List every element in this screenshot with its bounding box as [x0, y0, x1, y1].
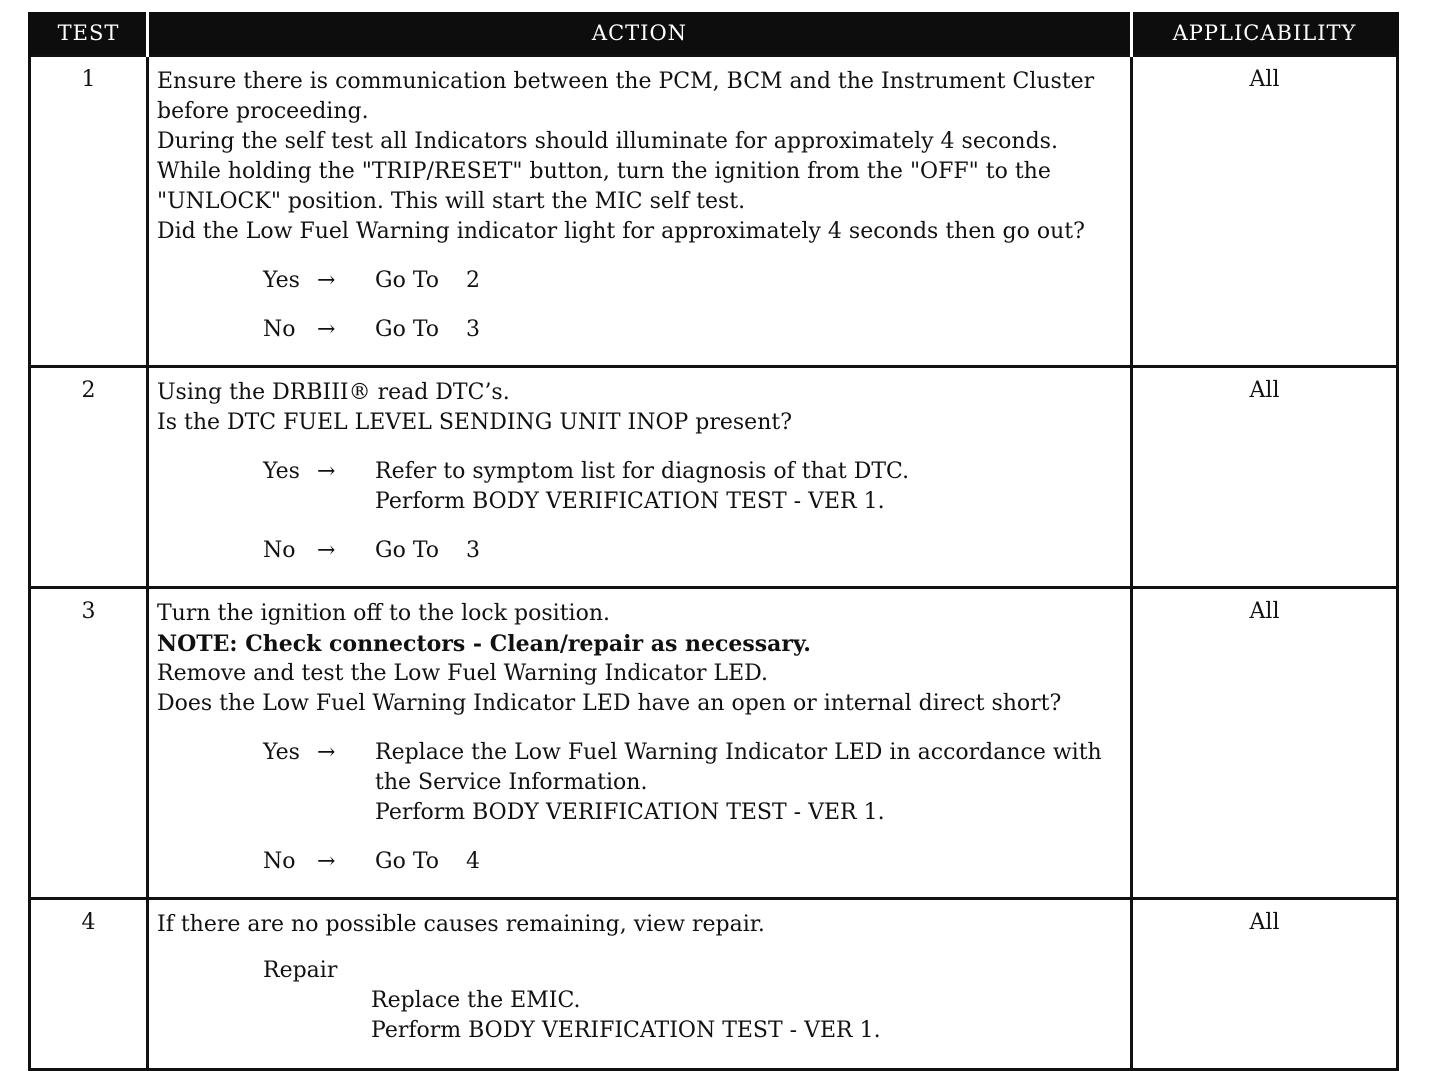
action-line: Is the DTC FUEL LEVEL SENDING UNIT INOP present?: [157, 410, 793, 435]
action-line: If there are no possible causes remaining, view repair.: [157, 912, 765, 937]
arrow-icon: →: [317, 268, 336, 293]
repair-text: [371, 986, 1124, 1046]
action-line: While holding the "TRIP/RESET" button, turn the ignition from the "OFF" to the "UNLOCK" position. This will start the MIC self test.: [157, 159, 1051, 214]
goto-text: Go To: [375, 538, 440, 563]
response-text: Refer to symptom list for diagnosis of that DTC.: [375, 459, 910, 484]
goto-text: Go To: [375, 849, 440, 874]
test-number: 3: [30, 588, 148, 899]
action-line: Turn the ignition off to the lock position.: [157, 601, 610, 626]
applicability-value: All: [1132, 367, 1398, 588]
repair-line: Perform BODY VERIFICATION TEST - VER 1.: [371, 1018, 881, 1043]
action-line: Does the Low Fuel Warning Indicator LED have an open or internal direct short?: [157, 691, 1062, 716]
header-test: TEST: [30, 12, 148, 56]
response-text: Replace the Low Fuel Warning Indicator LED in accordance with the Service Information.: [375, 740, 1102, 795]
response-text: Perform BODY VERIFICATION TEST - VER 1.: [375, 800, 885, 825]
arrow-icon: →: [317, 740, 336, 765]
yes-response: [157, 457, 1124, 517]
action-line: Using the DRBIII® read DTC’s.: [157, 380, 510, 405]
table-row: [30, 899, 1398, 1070]
applicability-value: All: [1132, 588, 1398, 899]
table-row: [30, 367, 1398, 588]
repair-line: Replace the EMIC.: [371, 988, 581, 1013]
goto-number: 4: [466, 849, 481, 874]
yes-response: [157, 266, 1124, 296]
goto-text: Go To: [375, 317, 440, 342]
arrow-icon: →: [317, 459, 336, 484]
yes-label: Yes: [263, 459, 300, 484]
test-number: 1: [30, 56, 148, 367]
table-row: [30, 56, 1398, 367]
note-line: NOTE: Check connectors - Clean/repair as necessary.: [157, 631, 811, 657]
no-label: No: [263, 317, 296, 342]
yes-label: Yes: [263, 268, 300, 293]
response-text: Perform BODY VERIFICATION TEST - VER 1.: [375, 489, 885, 514]
goto-number: 3: [466, 317, 481, 342]
action-line: During the self test all Indicators should illuminate for approximately 4 seconds.: [157, 129, 1058, 154]
goto-number: 3: [466, 538, 481, 563]
diagnostic-test-table: [28, 12, 1399, 1071]
no-label: No: [263, 849, 296, 874]
no-response: [157, 315, 1124, 345]
yes-label: Yes: [263, 740, 300, 765]
no-label: No: [263, 538, 296, 563]
repair-label: Repair: [263, 958, 338, 983]
table-row: [30, 588, 1398, 899]
action-line: Remove and test the Low Fuel Warning Indicator LED.: [157, 661, 768, 686]
no-response: [157, 847, 1124, 877]
test-number: 2: [30, 367, 148, 588]
header-applicability: APPLICABILITY: [1132, 12, 1398, 56]
action-line: Did the Low Fuel Warning indicator light for approximately 4 seconds then go out?: [157, 219, 1085, 244]
arrow-icon: →: [317, 538, 336, 563]
test-number: 4: [30, 899, 148, 1070]
action-line: Ensure there is communication between the PCM, BCM and the Instrument Cluster before proceeding.: [157, 69, 1095, 124]
goto-text: Go To: [375, 268, 440, 293]
arrow-icon: →: [317, 849, 336, 874]
goto-number: 2: [466, 268, 481, 293]
action-cell: [148, 588, 1132, 899]
applicability-value: All: [1132, 56, 1398, 367]
arrow-icon: →: [317, 317, 336, 342]
action-cell: [148, 56, 1132, 367]
applicability-value: All: [1132, 899, 1398, 1070]
yes-response: [157, 738, 1124, 828]
table-header-row: [30, 12, 1398, 56]
action-cell: [148, 367, 1132, 588]
header-action: ACTION: [148, 12, 1132, 56]
action-cell: [148, 899, 1132, 1070]
no-response: [157, 536, 1124, 566]
